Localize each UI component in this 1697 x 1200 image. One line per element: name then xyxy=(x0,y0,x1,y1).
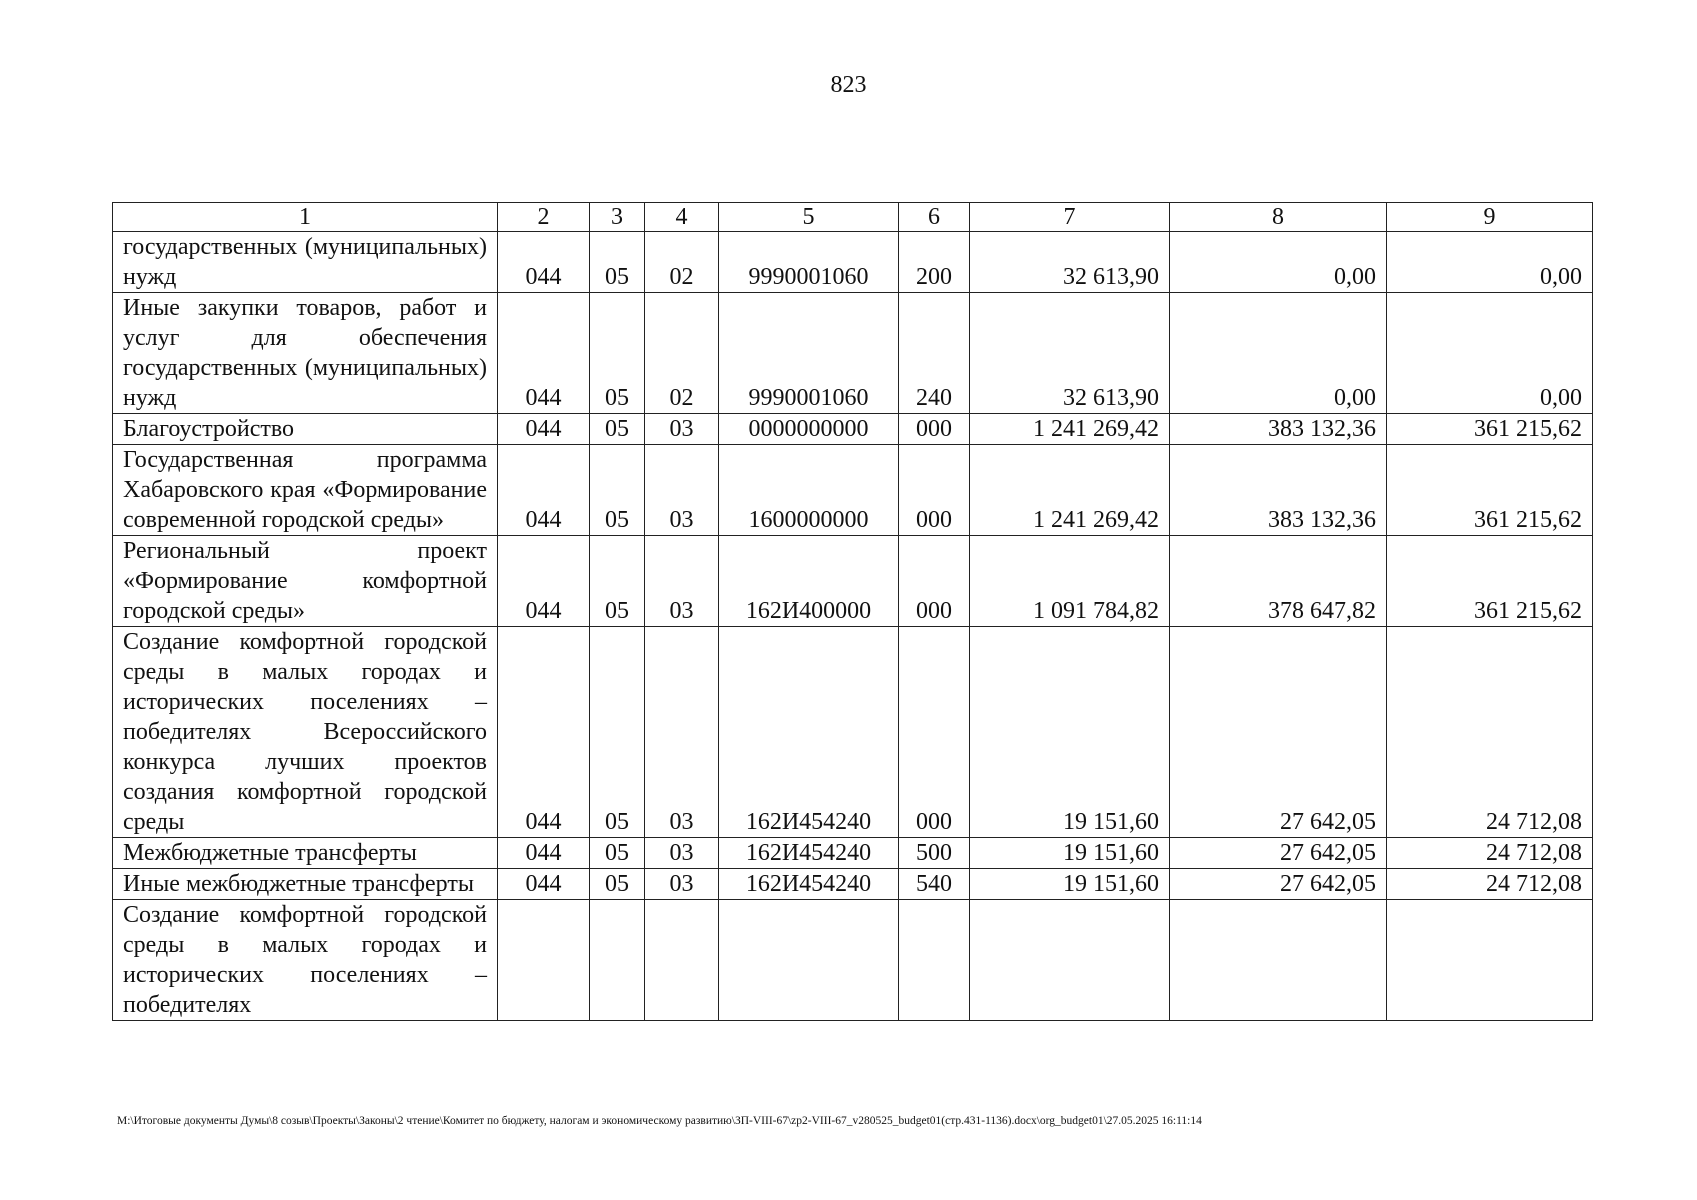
target-article-code: 0000000000 xyxy=(719,414,899,445)
expense-type-code: 000 xyxy=(899,414,970,445)
document-path-footer: M:\Итоговые документы Думы\8 созыв\Проекты\Законы\2 чтение\Комитет по бюджету, налогам и экономическому развитию\ЗП-VIII-67\zp2-VIII-67_v280525_budget01(стр.431-1136).docx\org_budget01\27.05.2025 16:11:14 xyxy=(117,1115,1202,1127)
expense-type-code: 000 xyxy=(899,445,970,536)
ministry-code: 044 xyxy=(498,293,590,414)
column-number: 8 xyxy=(1170,203,1387,232)
amount-col8: 27 642,05 xyxy=(1170,838,1387,869)
section-code: 05 xyxy=(590,232,645,293)
amount-col8: 383 132,36 xyxy=(1170,414,1387,445)
target-article-code: 162И400000 xyxy=(719,536,899,627)
table-row xyxy=(113,293,1593,414)
amount-col9: 361 215,62 xyxy=(1387,445,1593,536)
column-number: 3 xyxy=(590,203,645,232)
subsection-code: 02 xyxy=(645,232,719,293)
column-number: 7 xyxy=(970,203,1170,232)
row-name: Создание комфортной городской среды в малых городах и исторических поселениях – победителях Всероссийского конкурса лучших проектов создания комфортной городской среды xyxy=(113,627,498,838)
ministry-code xyxy=(498,900,590,1021)
section-code: 05 xyxy=(590,838,645,869)
row-name: Иные межбюджетные трансферты xyxy=(113,869,498,900)
amount-col8: 0,00 xyxy=(1170,293,1387,414)
amount-col9: 0,00 xyxy=(1387,293,1593,414)
table-row xyxy=(113,445,1593,536)
table-row xyxy=(113,900,1593,1021)
amount-col7: 1 241 269,42 xyxy=(970,414,1170,445)
amount-col9: 361 215,62 xyxy=(1387,414,1593,445)
amount-col9: 361 215,62 xyxy=(1387,536,1593,627)
column-number: 1 xyxy=(113,203,498,232)
expense-type-code xyxy=(899,900,970,1021)
table-row xyxy=(113,627,1593,838)
page-number: 823 xyxy=(830,72,867,98)
amount-col7: 19 151,60 xyxy=(970,838,1170,869)
subsection-code xyxy=(645,900,719,1021)
expense-type-code: 000 xyxy=(899,627,970,838)
amount-col7: 1 091 784,82 xyxy=(970,536,1170,627)
subsection-code: 03 xyxy=(645,838,719,869)
amount-col9 xyxy=(1387,900,1593,1021)
section-code: 05 xyxy=(590,536,645,627)
amount-col9: 0,00 xyxy=(1387,232,1593,293)
amount-col7 xyxy=(970,900,1170,1021)
table-row xyxy=(113,232,1593,293)
amount-col8: 383 132,36 xyxy=(1170,445,1387,536)
amount-col8: 27 642,05 xyxy=(1170,627,1387,838)
amount-col8: 0,00 xyxy=(1170,232,1387,293)
expense-type-code: 500 xyxy=(899,838,970,869)
expense-type-code: 540 xyxy=(899,869,970,900)
row-name: Благоустройство xyxy=(113,414,498,445)
subsection-code: 03 xyxy=(645,536,719,627)
target-article-code xyxy=(719,900,899,1021)
table-row xyxy=(113,414,1593,445)
section-code: 05 xyxy=(590,869,645,900)
table-row xyxy=(113,869,1593,900)
target-article-code: 1600000000 xyxy=(719,445,899,536)
expense-type-code: 200 xyxy=(899,232,970,293)
amount-col7: 19 151,60 xyxy=(970,627,1170,838)
ministry-code: 044 xyxy=(498,445,590,536)
ministry-code: 044 xyxy=(498,414,590,445)
row-name: Региональный проект «Формирование комфортной городской среды» xyxy=(113,536,498,627)
ministry-code: 044 xyxy=(498,838,590,869)
amount-col7: 1 241 269,42 xyxy=(970,445,1170,536)
target-article-code: 162И454240 xyxy=(719,869,899,900)
amount-col8 xyxy=(1170,900,1387,1021)
section-code: 05 xyxy=(590,414,645,445)
column-number: 6 xyxy=(899,203,970,232)
section-code: 05 xyxy=(590,445,645,536)
row-name: Государственная программа Хабаровского края «Формирование современной городской среды» xyxy=(113,445,498,536)
column-number: 4 xyxy=(645,203,719,232)
section-code: 05 xyxy=(590,293,645,414)
amount-col7: 32 613,90 xyxy=(970,293,1170,414)
row-name: Создание комфортной городской среды в малых городах и исторических поселениях – победителях xyxy=(113,900,498,1021)
target-article-code: 162И454240 xyxy=(719,838,899,869)
ministry-code: 044 xyxy=(498,536,590,627)
amount-col8: 27 642,05 xyxy=(1170,869,1387,900)
subsection-code: 03 xyxy=(645,869,719,900)
row-name: Межбюджетные трансферты xyxy=(113,838,498,869)
table-row xyxy=(113,838,1593,869)
amount-col7: 19 151,60 xyxy=(970,869,1170,900)
section-code: 05 xyxy=(590,627,645,838)
column-number: 2 xyxy=(498,203,590,232)
section-code xyxy=(590,900,645,1021)
subsection-code: 03 xyxy=(645,627,719,838)
column-number-row xyxy=(113,203,1593,232)
expense-type-code: 240 xyxy=(899,293,970,414)
amount-col9: 24 712,08 xyxy=(1387,627,1593,838)
subsection-code: 03 xyxy=(645,414,719,445)
row-name: Иные закупки товаров, работ и услуг для обеспечения государственных (муниципальных) нужд xyxy=(113,293,498,414)
column-number: 5 xyxy=(719,203,899,232)
target-article-code: 9990001060 xyxy=(719,293,899,414)
row-name: государственных (муниципальных) нужд xyxy=(113,232,498,293)
amount-col9: 24 712,08 xyxy=(1387,869,1593,900)
amount-col9: 24 712,08 xyxy=(1387,838,1593,869)
target-article-code: 162И454240 xyxy=(719,627,899,838)
table-row xyxy=(113,536,1593,627)
target-article-code: 9990001060 xyxy=(719,232,899,293)
budget-table xyxy=(112,202,1593,1021)
subsection-code: 03 xyxy=(645,445,719,536)
expense-type-code: 000 xyxy=(899,536,970,627)
amount-col7: 32 613,90 xyxy=(970,232,1170,293)
column-number: 9 xyxy=(1387,203,1593,232)
ministry-code: 044 xyxy=(498,627,590,838)
amount-col8: 378 647,82 xyxy=(1170,536,1387,627)
ministry-code: 044 xyxy=(498,869,590,900)
ministry-code: 044 xyxy=(498,232,590,293)
subsection-code: 02 xyxy=(645,293,719,414)
